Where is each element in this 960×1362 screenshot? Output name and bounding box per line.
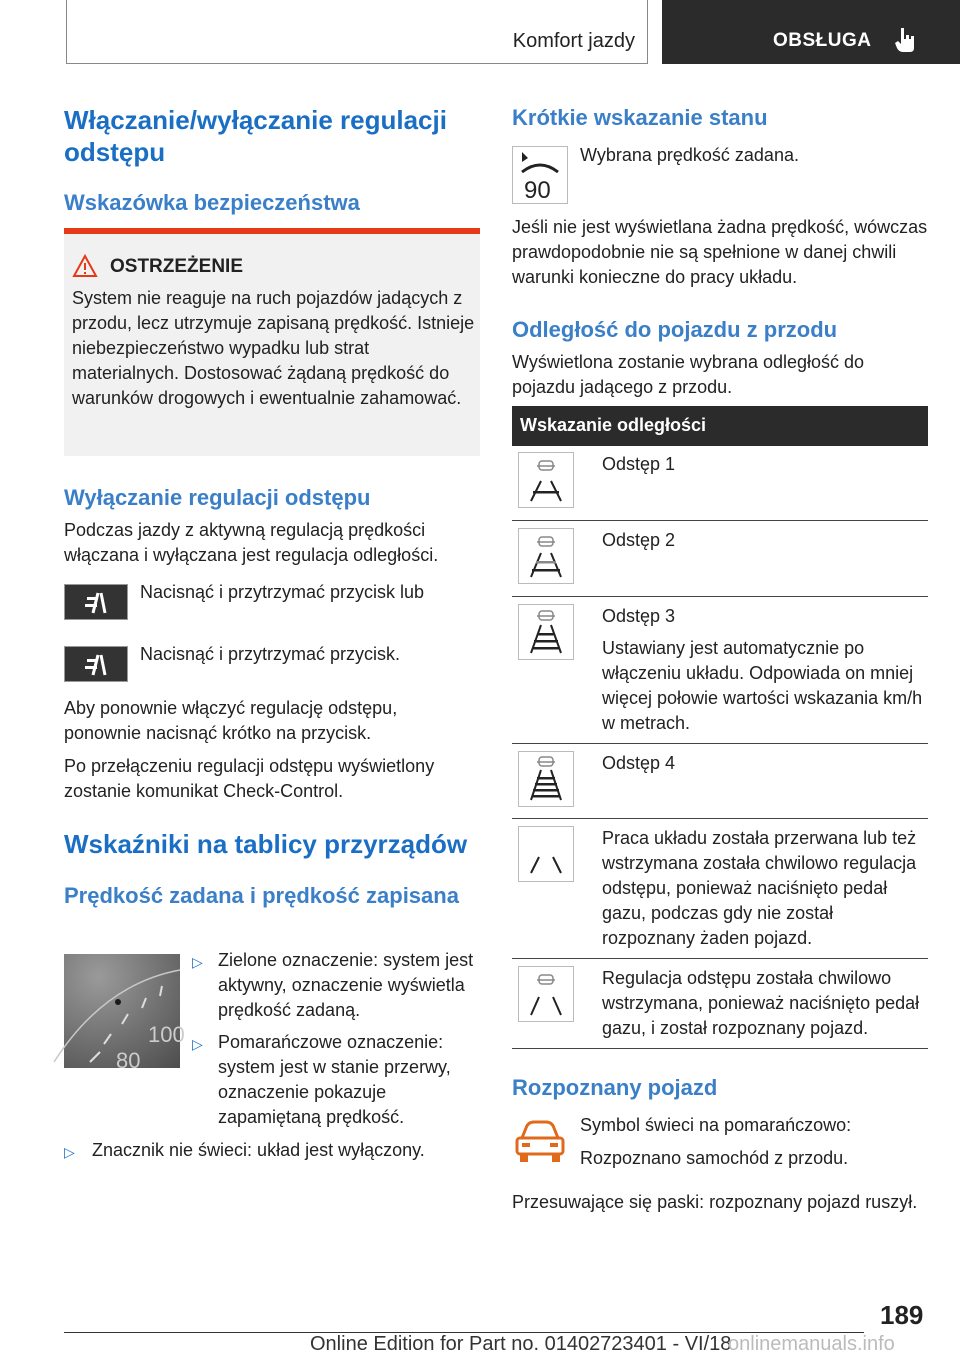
- press-hold-text: Nacisnąć i przytrzymać przycisk.: [140, 644, 401, 664]
- car-icon: [512, 1118, 568, 1168]
- table-header-text: Wskazanie odległości: [520, 415, 707, 435]
- detected-heading: Rozpoznany pojazd: [512, 1075, 718, 1100]
- bullet-icon: ▷: [192, 1036, 203, 1052]
- speed-icon-value: 90: [524, 177, 551, 204]
- speed-selected-text: Wybrana prędkość zadana.: [580, 145, 799, 165]
- section-title: OBSŁUGA: [773, 30, 872, 51]
- bullet-icon: ▷: [192, 954, 203, 970]
- status-heading: Krótkie wskazanie stanu: [512, 105, 768, 130]
- distance-heading: Odległość do pojazdu z przodu: [512, 317, 838, 342]
- hand-pointer-icon: [893, 26, 919, 54]
- reenable-text: Aby ponownie włączyć regulację odstępu, ponownie nacisnąć krótko na przycisk.: [64, 698, 398, 743]
- speed-heading: Prędkość zadana i prędkość zapisana: [64, 883, 459, 908]
- page-number: 189: [880, 1300, 924, 1330]
- table-divider: [512, 1048, 928, 1049]
- distance-3-text: Odstęp 3: [602, 606, 676, 626]
- table-divider: [512, 596, 928, 597]
- distance-intro: Wyświetlona zostanie wybrana odległość do pojazdu jadącego z przodu.: [512, 352, 865, 397]
- footer-edition: Online Edition for Part no. 01402723401 - VI/18: [310, 1333, 732, 1355]
- distance-1-icon: [518, 452, 574, 508]
- interrupted-text: Praca układu została przerwana lub też wstrzymana została chwilowo regulacja odstępu, ponieważ naciśnięto pedał gazu, podczas gdy nie został rozpoznany żaden pojazd.: [602, 828, 917, 948]
- safety-heading: Wskazówka bezpieczeństwa: [64, 190, 360, 215]
- gauge-label-80: 80: [116, 1048, 141, 1073]
- after-switch-text: Po przełączeniu regulacji odstępu wyświetlony zostanie komunikat Check-Control.: [64, 756, 435, 801]
- off-heading: Wyłączanie regulacji odstępu: [64, 485, 371, 510]
- paused-icon: [518, 966, 574, 1022]
- speedometer-image: [64, 954, 185, 1073]
- bullet-off: Znacznik nie świeci: układ jest wyłączony.: [92, 1140, 425, 1160]
- distance-3-extra: Ustawiany jest automatycznie po włączeniu układu. Odpowiada on mniej więcej połowie wartości wskazania km/h w metrach.: [602, 638, 923, 733]
- detected-symbol-text: Symbol świeci na pomarańczowo:: [580, 1115, 852, 1135]
- distance-button-icon: [64, 584, 128, 620]
- detected-text: Rozpoznano samochód z przodu.: [580, 1148, 849, 1168]
- press-hold-or-text: Nacisnąć i przytrzymać przycisk lub: [140, 582, 425, 602]
- table-divider: [512, 958, 928, 959]
- table-divider: [512, 743, 928, 744]
- distance-2-icon: [518, 528, 574, 584]
- speed-setting-icon: [512, 146, 568, 204]
- distance-2-text: Odstęp 2: [602, 530, 676, 550]
- indicators-title: Wskaźniki na tablicy przyrządów: [64, 829, 468, 859]
- footer-watermark: onlinemanuals.info: [728, 1333, 895, 1355]
- warning-title: OSTRZEŻENIE: [110, 256, 244, 277]
- moving-bars-text: Przesuwające się paski: rozpoznany pojazd ruszył.: [512, 1192, 918, 1212]
- bullet-green: Zielone oznaczenie: system jest aktywny, oznaczenie wyświetla prędkość zadaną.: [218, 950, 474, 1020]
- table-divider: [512, 818, 928, 819]
- no-speed-text: Jeśli nie jest wyświetlana żadna prędkość, wówczas prawdopodobnie nie są spełnione w danej chwili warunki konieczne do pracy układu.: [512, 217, 928, 287]
- warning-triangle-icon: [72, 254, 98, 278]
- page-title: Włączanie/wyłączanie regulacji odstępu: [64, 105, 447, 167]
- chapter-title: Komfort jazdy: [512, 30, 635, 52]
- paused-text: Regulacja odstępu została chwilowo wstrzymana, ponieważ naciśnięto pedał gazu, i został rozpoznany pojazd.: [602, 968, 920, 1038]
- off-intro: Podczas jazdy z aktywną regulacją prędkości włączana i wyłączana jest regulacja odległości.: [64, 520, 439, 565]
- distance-3-icon: [518, 604, 574, 660]
- distance-4-icon: [518, 751, 574, 807]
- interrupted-icon: [518, 826, 574, 882]
- distance-1-text: Odstęp 1: [602, 454, 676, 474]
- table-divider: [512, 520, 928, 521]
- bullet-orange: Pomarańczowe oznaczenie: system jest w stanie przerwy, oznaczenie pokazuje zapamiętaną prędkość.: [218, 1032, 451, 1127]
- warning-text: System nie reaguje na ruch pojazdów jadących z przodu, lecz utrzymuje zapisaną prędkość. Istnieje niebezpieczeństwo wypadku lub strat materialnych. Dostosować żądaną prędkość do warunków drogowych i ewentualnie zahamować.: [72, 288, 475, 408]
- distance-4-text: Odstęp 4: [602, 753, 676, 773]
- bullet-icon: ▷: [64, 1144, 75, 1160]
- gauge-label-100: 100: [148, 1022, 185, 1047]
- distance-button-icon-2: [64, 646, 128, 682]
